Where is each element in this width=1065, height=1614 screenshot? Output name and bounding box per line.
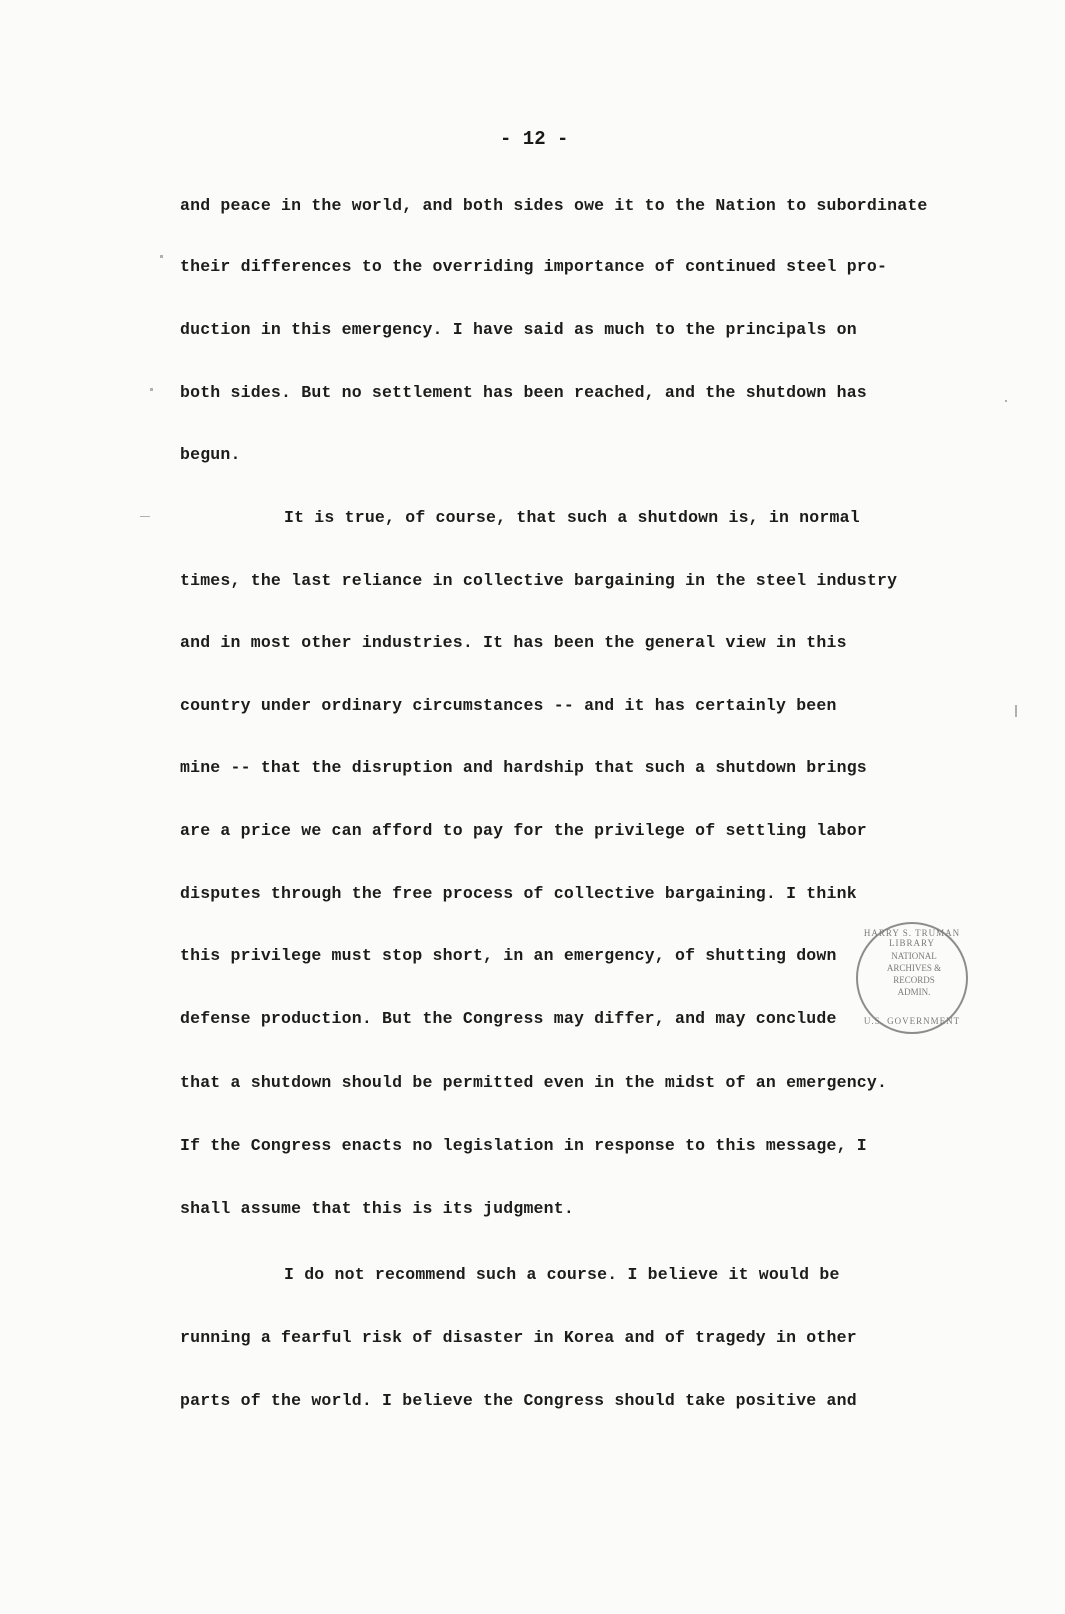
text-line: defense production. But the Congress may differ, and may conclude xyxy=(180,1009,837,1028)
text-line: It is true, of course, that such a shutdown is, in normal xyxy=(284,508,860,527)
text-line: shall assume that this is its judgment. xyxy=(180,1199,574,1218)
text-line: begun. xyxy=(180,445,241,464)
text-line: running a fearful risk of disaster in Korea and of tragedy in other xyxy=(180,1328,857,1347)
stray-mark xyxy=(160,255,163,258)
text-line: mine -- that the disruption and hardship that such a shutdown brings xyxy=(180,758,867,777)
text-line: If the Congress enacts no legislation in response to this message, I xyxy=(180,1136,867,1155)
stray-mark xyxy=(1005,400,1007,402)
text-line: their differences to the overriding importance of continued steel pro- xyxy=(180,257,888,276)
stamp-inner-text xyxy=(876,950,952,998)
stray-mark xyxy=(150,388,153,391)
stamp-inner-line: RECORDS xyxy=(893,975,935,985)
stamp-inner-line: ARCHIVES & xyxy=(886,963,942,973)
text-line: disputes through the free process of collective bargaining. I think xyxy=(180,884,857,903)
text-line: and in most other industries. It has been the general view in this xyxy=(180,633,847,652)
stray-mark xyxy=(1015,705,1017,717)
stray-mark xyxy=(140,516,150,517)
text-line: times, the last reliance in collective bargaining in the steel industry xyxy=(180,571,898,590)
page-number: - 12 - xyxy=(500,128,569,150)
text-line: I do not recommend such a course. I believe it would be xyxy=(284,1265,840,1284)
text-line: parts of the world. I believe the Congress should take positive and xyxy=(180,1391,857,1410)
text-line: both sides. But no settlement has been reached, and the shutdown has xyxy=(180,383,867,402)
stamp-inner-line: NATIONAL xyxy=(891,951,937,961)
text-line: and peace in the world, and both sides owe it to the Nation to subordinate xyxy=(180,196,928,215)
text-line: country under ordinary circumstances -- and it has certainly been xyxy=(180,696,837,715)
text-line: are a price we can afford to pay for the privilege of settling labor xyxy=(180,821,867,840)
text-line: that a shutdown should be permitted even in the midst of an emergency. xyxy=(180,1073,888,1092)
text-line: duction in this emergency. I have said as much to the principals on xyxy=(180,320,857,339)
text-line: this privilege must stop short, in an emergency, of shutting down xyxy=(180,946,837,965)
stamp-inner-line: ADMIN. xyxy=(897,987,931,997)
archive-stamp xyxy=(856,922,968,1034)
stamp-ring-top: HARRY S. TRUMAN LIBRARY xyxy=(863,928,961,948)
stamp-ring-bottom: U.S. GOVERNMENT xyxy=(863,1016,961,1026)
